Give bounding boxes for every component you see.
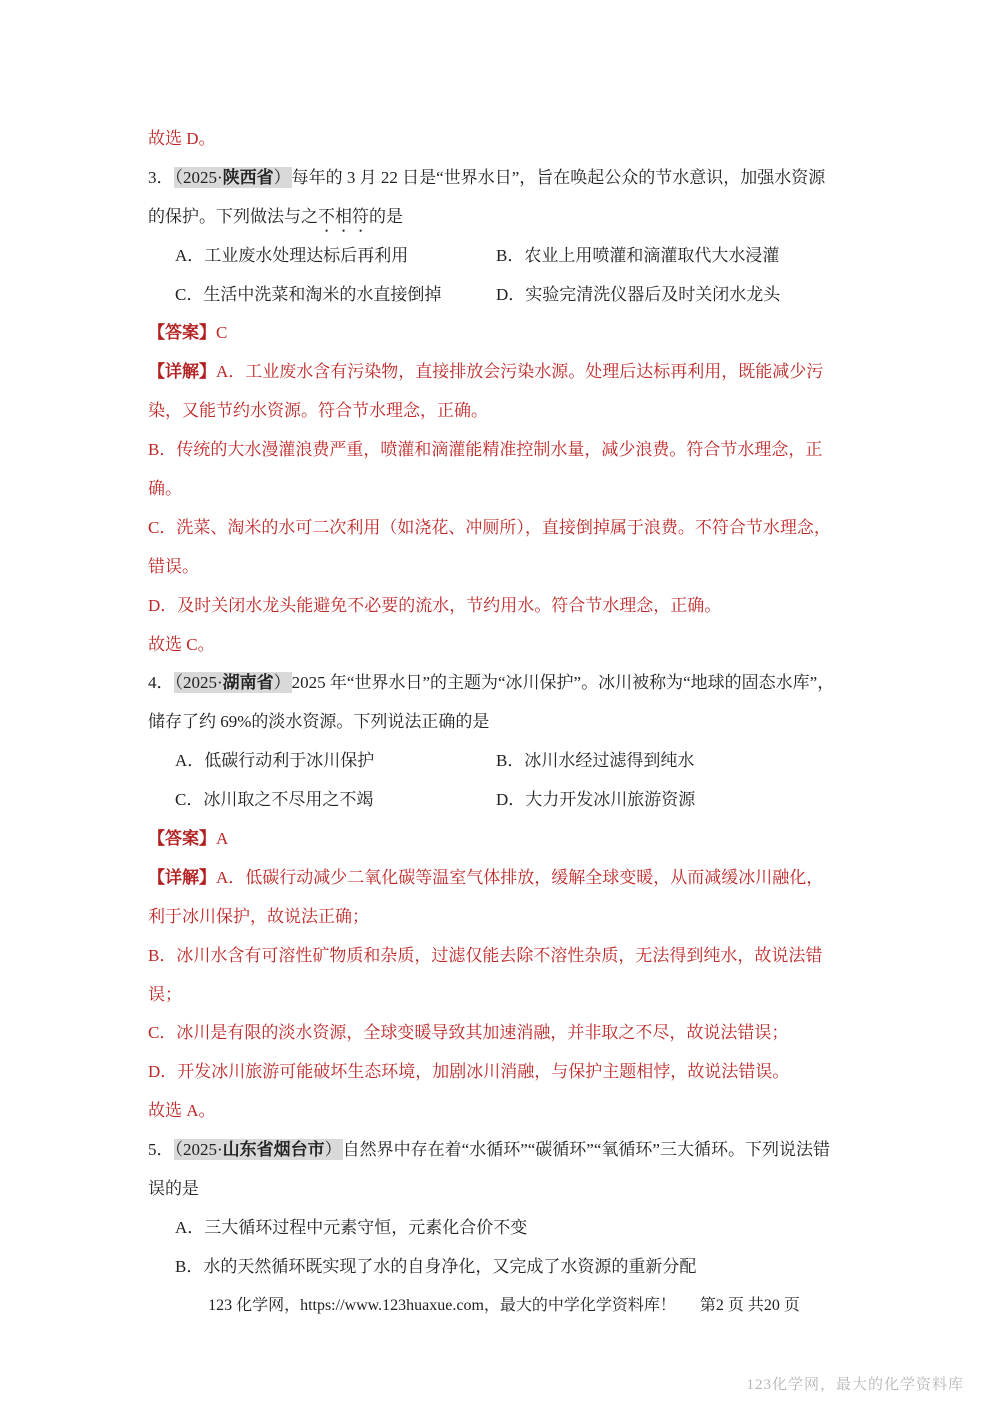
- footer-page-number: 第2 页 共20 页: [699, 1296, 800, 1314]
- document-body: [148, 120, 860, 1326]
- q3-explanation-a-line2: 染，又能节约水资源。符合节水理念，正确。: [148, 401, 488, 421]
- q4-province: 湖南省: [222, 673, 274, 693]
- q4-explanation-a-line1: 【详解】A．低碳行动减少二氧化碳等温室气体排放，缓解全球变暖，从而减缓冰川融化，: [148, 867, 824, 887]
- q3-option-a: A．工业废水处理达标后再利用: [175, 245, 409, 265]
- q3-number: 3．: [148, 167, 174, 187]
- q4-explanation-b-line2: 误；: [148, 984, 182, 1004]
- q5-number: 5．: [148, 1140, 174, 1160]
- q4-option-d: D．大力开发冰川旅游资源: [496, 790, 696, 810]
- q4-stem-line2: 储存了约 69%的淡水资源。下列说法正确的是: [148, 712, 490, 732]
- q5-option-b: B．水的天然循环既实现了水的自身净化，又完成了水资源的重新分配: [175, 1256, 697, 1276]
- q4-explanation-d: D．开发冰川旅游可能破坏生态环境，加剧冰川消融，与保护主题相悖，故说法错误。: [148, 1062, 790, 1082]
- q4-answer-label: 【答案】: [148, 829, 216, 849]
- q5-province: 山东省烟台市: [222, 1140, 325, 1160]
- q3-option-b: B．农业上用喷灌和滴灌取代大水浸灌: [496, 245, 780, 265]
- q4-options-row2: [148, 781, 860, 820]
- q4-option-b: B．冰川水经过滤得到纯水: [496, 751, 695, 771]
- q4-option-c: C．冰川取之不尽用之不竭: [175, 790, 374, 810]
- q3-option-d: D．实验完清洗仪器后及时关闭水龙头: [496, 284, 781, 304]
- q3-explanation-d: D．及时关闭水龙头能避免不必要的流水，节约用水。符合节水理念，正确。: [148, 595, 722, 615]
- prev-question-conclusion: 故选 D。: [148, 129, 216, 148]
- q3-options-row1: [148, 237, 860, 276]
- q4-number: 4．: [148, 673, 174, 693]
- q5-stem-text: 自然界中存在着“水循环”“碳循环”“氧循环”三大循环。下列说法错: [342, 1140, 830, 1160]
- q3-option-c: C．生活中洗菜和淘米的水直接倒掉: [175, 284, 442, 304]
- q3-explanation-b-line2: 确。: [148, 479, 182, 499]
- q3-explanation-c-line2: 错误。: [148, 556, 199, 576]
- q4-options-row1: [148, 742, 860, 781]
- q4-stem-line1: [148, 664, 860, 703]
- q4-conclusion: 故选 A。: [148, 1101, 216, 1121]
- q3-explanation-b-line1: B．传统的大水漫灌浪费严重，喷灌和滴灌能精准控制水量，减少浪费。符合节水理念，正: [148, 440, 823, 460]
- q3-explanation-a-line1: 【详解】A．工业废水含有污染物，直接排放会污染水源。处理后达标再利用，既能减少污: [148, 362, 824, 382]
- q3-answer-value: C: [216, 323, 228, 343]
- q3-stem-line2: 的保护。下列做法与之不相符的是: [148, 206, 403, 226]
- q3-explanation-c-line1: C．洗菜、淘米的水可二次利用（如浇花、冲厕所），直接倒掉属于浪费。不符合节水理念，: [148, 517, 831, 537]
- q4-explanation-a-line2: 利于冰川保护，故说法正确；: [148, 906, 369, 926]
- q3-source-tag: （2025·陕西省）: [174, 167, 291, 187]
- q4-explanation-b-line1: B．冰川水含有可溶性矿物质和杂质，过滤仅能去除不溶性杂质，无法得到纯水，故说法错: [148, 945, 823, 965]
- q4-option-a: A．低碳行动利于冰川保护: [175, 751, 375, 771]
- q3-detail-label: 【详解】: [148, 362, 216, 382]
- q5-source-tag: （2025·山东省烟台市）: [174, 1140, 342, 1160]
- q3-stem-line1: [148, 159, 860, 198]
- page-footer: [148, 1287, 860, 1326]
- q4-source-tag: （2025·湖南省）: [174, 673, 291, 693]
- q3-options-row2: [148, 276, 860, 315]
- q3-conclusion: 故选 C。: [148, 634, 215, 654]
- q4-detail-label: 【详解】: [148, 867, 216, 887]
- q3-answer-line: [148, 314, 860, 353]
- q5-stem-line1: [148, 1131, 860, 1170]
- corner-watermark: 123化学网，最大的化学资料库: [746, 1377, 964, 1393]
- q3-province: 陕西省: [222, 167, 274, 187]
- q4-stem-text: 2025 年“世界水日”的主题为“冰川保护”。冰川被称为“地球的固态水库”，: [291, 673, 835, 693]
- q3-stem-text: 每年的 3 月 22 日是“世界水日”，旨在唤起公众的节水意识，加强水资源: [291, 167, 826, 187]
- footer-site-info: 123 化学网，https://www.123huaxue.com，最大的中学化学资料库！: [208, 1296, 676, 1314]
- q5-option-a: A．三大循环过程中元素守恒，元素化合价不变: [175, 1217, 528, 1237]
- q4-answer-value: A: [216, 829, 229, 849]
- q5-stem-line2: 误的是: [148, 1179, 199, 1199]
- q4-explanation-c: C．冰川是有限的淡水资源，全球变暖导致其加速消融，并非取之不尽，故说法错误；: [148, 1023, 789, 1043]
- q3-answer-label: 【答案】: [148, 323, 216, 343]
- q4-answer-line: [148, 820, 860, 859]
- q3-emphasized-phrase: 不相符: [318, 206, 369, 226]
